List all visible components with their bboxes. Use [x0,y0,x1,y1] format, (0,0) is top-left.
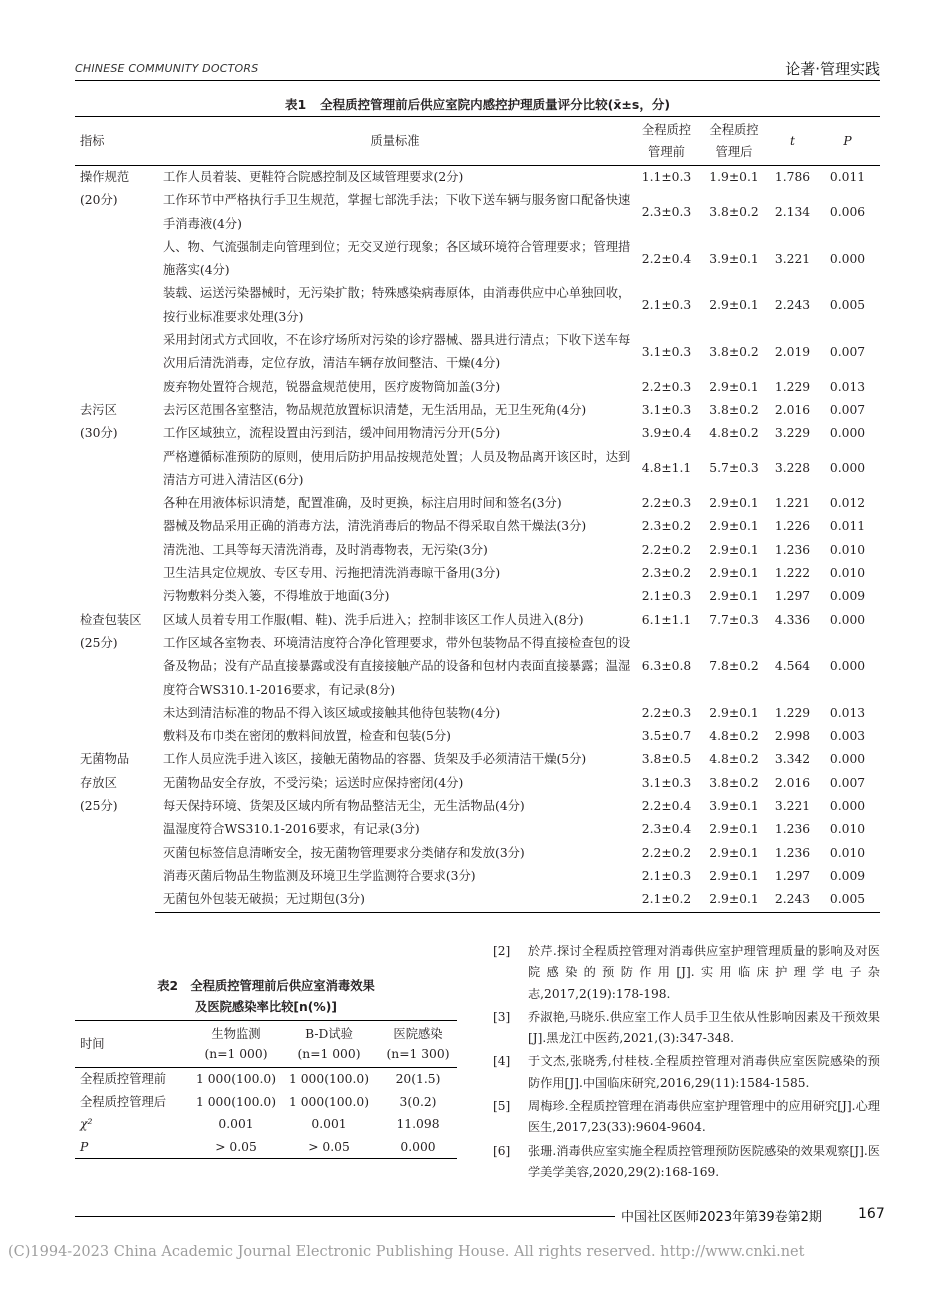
after-cell: 2.9±0.1 [709,519,759,534]
after-cell: 3.9±0.1 [709,799,759,814]
bd-cell: 1 000(100.0) [288,1094,369,1109]
standard-cell: 每天保持环境、货架及区域内所有物品整洁无尘，无生活物品(4分) [163,799,525,814]
infection-cell: 0.000 [379,1136,457,1159]
reference-text: 周梅珍.全程质控管理在消毒供应室护理管理中的应用研究[J].心理医生,2017,23(33):9604-9604. [528,1099,880,1135]
standard-cell: 无菌包外包装无破损；无过期包(3分) [155,888,635,912]
t-cell: 2.243 [770,888,815,912]
section-label: 论著·管理实践 [785,60,880,78]
before-cell: 6.3±0.8 [641,659,692,674]
p-cell: 0.009 [829,589,866,604]
t-cell: 2.016 [774,402,811,417]
col-time: 时间 [75,1021,193,1068]
t-cell: 1.786 [774,170,811,184]
reference-text: 乔淑艳,马晓乐.供应室工作人员手卫生依从性影响因素及干预效果[J].黑龙江中医药,2021,(3):347-348. [528,1009,880,1046]
p-cell: 0.000 [829,799,866,814]
t-cell: 2.243 [774,298,811,313]
t-cell: 1.221 [774,496,811,511]
after-cell: 2.9±0.1 [709,542,759,557]
indicator-cell [75,399,155,609]
standard-cell: 装载、运送污染器械时，无污染扩散；特殊感染病毒原体，由消毒供应中心单独回收，按行业标准要求处理(3分) [163,286,631,324]
after-cell: 2.9±0.1 [698,888,770,912]
row-label: χ² [80,1117,93,1131]
standard-cell: 废弃物处置符合规范，锐器盒规范使用，医疗废物筒加盖(3分) [163,379,501,394]
reference-item [493,1051,880,1094]
standard-cell: 工作人员应洗手进入该区，接触无菌物品的容器、货架及手必须清洁干燥(5分) [163,752,587,767]
t-cell: 1.226 [774,519,811,534]
col-indicator: 指标 [75,117,155,166]
col-bio: 生物监测 (n=1 000) [193,1021,279,1068]
table1 [75,116,880,913]
before-cell: 2.2±0.4 [641,799,692,814]
header-rule [75,80,880,81]
before-cell: 2.3±0.4 [641,822,692,837]
reference-number: [6] [493,1143,511,1158]
t-cell: 3.221 [774,251,811,266]
before-cell: 2.2±0.3 [641,705,692,720]
p-cell: 0.007 [829,775,866,790]
table-row [75,1068,457,1091]
indicator-cell [75,748,155,912]
after-cell: 2.9±0.1 [709,379,759,394]
table1-header-row [75,117,880,166]
reference-text: 於芹.探讨全程质控管理对消毒供应室护理管理质量的影响及对医院感染的预防作用[J].实用临床护理学电子杂志,2017,2(19):178-198. [528,944,880,1001]
after-cell: 2.9±0.1 [709,705,759,720]
standard-cell: 污物敷料分类入篓，不得堆放于地面(3分) [163,589,390,604]
bio-cell: > 0.05 [193,1136,279,1159]
before-cell: 2.2±0.3 [641,379,692,394]
p-cell: 0.011 [829,170,866,184]
standard-cell: 工作环节中严格执行手卫生规范，掌握七部洗手法；下收下送车辆与服务窗口配备快速手消毒液(4分) [163,193,631,231]
table-row [75,818,880,841]
infection-cell: 3(0.2) [399,1094,437,1109]
p-cell: 0.013 [829,379,866,394]
table-row [75,1113,457,1136]
reference-number: [5] [493,1099,511,1114]
indicator-label: 操作规范 [80,170,130,184]
indicator-cell [75,166,155,399]
col-bd: B-D试验 (n=1 000) [279,1021,379,1068]
standard-cell: 工作区域各室物表、环境清洁度符合净化管理要求，带外包装物品不得直接检查包的设备及物品；没有产品直接暴露或没有直接接触产品的设备和包材内表面直接暴露；温湿度符合WS310.1-2016要求，有记录(8分) [163,635,631,697]
indicator-label: (25分) [80,635,118,650]
p-cell: 0.000 [829,426,866,441]
after-cell: 4.8±0.2 [709,426,759,441]
indicator-cell [75,609,155,749]
bd-cell: 1 000(100.0) [288,1072,369,1086]
before-cell: 3.5±0.7 [641,729,692,744]
bio-cell: 0.001 [218,1117,254,1131]
t-cell: 2.016 [774,775,811,790]
after-cell: 2.9±0.1 [709,298,759,313]
indicator-label: (30分) [80,426,118,441]
row-label: 全程质控管理后 [80,1094,167,1109]
p-cell: 0.000 [829,752,866,767]
indicator-label: 检查包装区 [80,612,142,627]
before-cell: 2.2±0.2 [641,542,692,557]
reference-text: 于文杰,张晓秀,付桂枝.全程质控管理对消毒供应室医院感染的预防作用[J].中国临床研究,2016,29(11):1584-1585. [528,1054,880,1090]
table-row [75,282,880,329]
reference-number: [3] [493,1009,511,1024]
indicator-label: 去污区 [80,402,117,417]
standard-cell: 人、物、气流强制走向管理到位；无交叉逆行现象；各区域环境符合管理要求；管理措施落实(4分) [163,239,631,278]
reference-item [493,941,880,1005]
reference-item [493,1007,880,1050]
t-cell: 2.134 [774,204,811,219]
bio-cell: 1 000(100.0) [195,1072,276,1086]
after-cell: 3.8±0.2 [709,402,759,417]
indicator-label: 存放区 [80,775,117,790]
table-row [75,585,880,608]
before-cell: 2.1±0.2 [635,888,698,912]
p-cell: 0.000 [829,461,866,476]
standard-cell: 消毒灭菌后物品生物监测及环境卫生学监测符合要求(3分) [163,868,476,883]
table-row [75,632,880,702]
table-row [75,189,880,236]
footer-journal: 中国社区医师2023年第39卷第2期 [621,1210,822,1225]
standard-cell: 器械及物品采用正确的消毒方法，清洗消毒后的物品不得采取自然干燥法(3分) [163,519,587,534]
after-cell: 3.8±0.2 [709,775,759,790]
table-row [75,329,880,376]
after-cell: 1.9±0.1 [709,170,759,184]
before-cell: 2.1±0.3 [641,868,692,883]
t-cell: 1.236 [774,845,811,860]
bd-cell: > 0.05 [279,1136,379,1159]
t-cell: 1.229 [774,379,811,394]
before-cell: 2.2±0.3 [641,496,692,511]
after-cell: 3.8±0.2 [709,204,759,219]
before-cell: 2.1±0.3 [641,298,692,313]
after-cell: 4.8±0.2 [709,752,759,767]
table1-number: 表1 [284,97,307,112]
after-cell: 7.7±0.3 [709,612,759,627]
t-cell: 2.019 [774,344,811,359]
table-row [75,1136,457,1159]
p-cell: 0.005 [829,298,866,313]
table2 [75,1020,457,1159]
standard-cell: 工作区域独立，流程设置由污到洁，缓冲间用物清污分开(5分) [163,426,501,441]
t-cell: 1.222 [774,566,811,581]
before-cell: 2.3±0.3 [641,204,692,219]
col-p: P [815,117,880,166]
table-row [75,539,880,562]
standard-cell: 工作人员着装、更鞋符合院感控制及区域管理要求(2分) [163,170,464,184]
p-cell: 0.013 [829,705,866,720]
table-row [75,166,880,190]
after-cell: 2.9±0.1 [709,496,759,511]
p-cell: 0.010 [829,845,866,860]
table-row [75,376,880,399]
table-row [75,609,880,632]
before-cell: 3.1±0.3 [641,344,692,359]
before-cell: 6.1±1.1 [641,612,692,627]
after-cell: 2.9±0.1 [709,822,759,837]
p-cell: 0.012 [829,496,866,511]
col-after: 全程质控 管理后 [698,117,770,166]
col-before: 全程质控 管理前 [635,117,698,166]
table-row [75,748,880,771]
indicator-label: (25分) [80,799,118,814]
after-cell: 2.9±0.1 [709,868,759,883]
table-row [75,865,880,888]
infection-cell: 11.098 [396,1117,440,1131]
t-cell: 1.297 [774,868,811,883]
after-cell: 2.9±0.1 [709,566,759,581]
footer-rule [75,1216,615,1217]
before-cell: 2.2±0.4 [641,251,692,266]
standard-cell: 采用封闭式方式回收，不在诊疗场所对污染的诊疗器械、器具进行清点；下收下送车每次用后清洗消毒，定位存放，清洁车辆存放间整洁、干燥(4分) [163,333,631,371]
standard-cell: 各种在用液体标识清楚，配置准确，及时更换，标注启用时间和签名(3分) [163,496,562,511]
reference-text: 张珊.消毒供应室实施全程质控管理预防医院感染的效果观察[J].医学美学美容,2020,29(2):168-169. [528,1143,880,1179]
table-row [75,1091,457,1114]
before-cell: 3.8±0.5 [641,752,692,767]
col-t: t [770,117,815,166]
before-cell: 2.3±0.2 [641,566,692,581]
after-cell: 7.8±0.2 [709,659,759,674]
p-cell: 0.007 [829,344,866,359]
t-cell: 4.564 [774,659,811,674]
after-cell: 3.9±0.1 [709,251,759,266]
standard-cell: 区域人员着专用工作服(帽、鞋)、洗手后进入；控制非该区工作人员进入(8分) [163,612,584,627]
before-cell: 2.1±0.3 [641,589,692,604]
t-cell: 1.236 [774,542,811,557]
page-number: 167 [858,1206,885,1222]
reference-list [493,941,880,1185]
before-cell: 2.2±0.2 [641,845,692,860]
p-cell: 0.000 [829,659,866,674]
before-cell: 1.1±0.3 [641,170,692,184]
standard-cell: 去污区范围各室整洁，物品规范放置标识清楚，无生活用品，无卫生死角(4分) [163,402,587,417]
after-cell: 2.9±0.1 [709,845,759,860]
p-cell: 0.010 [829,822,866,837]
p-cell: 0.007 [829,402,866,417]
after-cell: 2.9±0.1 [709,589,759,604]
table2-title-line2: 及医院感染率比较[n(%)] [195,1000,337,1014]
after-cell: 4.8±0.2 [709,729,759,744]
standard-cell: 严格遵循标准预防的原则，使用后防护用品按规范处置；人员及物品离开该区时，达到清洁方可进入清洁区(6分) [163,449,631,487]
t-cell: 2.998 [774,729,811,744]
table1-caption [75,95,880,113]
before-cell: 3.1±0.3 [641,775,692,790]
t-cell: 1.297 [774,589,811,604]
table-row [75,446,880,493]
p-cell: 0.005 [815,888,880,912]
t-cell: 3.228 [774,461,811,476]
t-cell: 4.336 [774,612,811,627]
before-cell: 4.8±1.1 [641,461,692,476]
table-row [75,772,880,795]
table-row [75,492,880,515]
before-cell: 2.3±0.2 [641,519,692,534]
table-row [75,842,880,865]
table1-title: 全程质控管理前后供应室院内感控护理质量评分比较(x̄±s，分) [320,97,671,112]
t-cell: 3.221 [774,799,811,814]
t-cell: 3.229 [774,426,811,441]
table-row [75,515,880,538]
p-cell: 0.000 [829,612,866,627]
before-cell: 3.1±0.3 [641,402,692,417]
table-row [75,725,880,748]
bio-cell: 1 000(100.0) [195,1094,276,1109]
table-row [75,888,880,912]
table-row [75,236,880,283]
p-cell: 0.010 [829,566,866,581]
standard-cell: 温湿度符合WS310.1-2016要求，有记录(3分) [163,822,420,837]
p-cell: 0.000 [829,251,866,266]
standard-cell: 清洗池、工具等每天清洗消毒，及时消毒物表，无污染(3分) [163,542,488,557]
before-cell: 3.9±0.4 [641,426,692,441]
standard-cell: 无菌物品安全存放，不受污染；运送时应保持密闭(4分) [163,775,464,790]
after-cell: 5.7±0.3 [709,461,759,476]
table2-header-row [75,1021,457,1068]
table-row [75,795,880,818]
table-row [75,562,880,585]
reference-number: [4] [493,1054,511,1069]
t-cell: 1.229 [774,705,811,720]
standard-cell: 未达到清洁标准的物品不得入该区域或接触其他待包装物(4分) [163,705,501,720]
infection-cell: 20(1.5) [395,1072,441,1086]
after-cell: 3.8±0.2 [709,344,759,359]
copyright-watermark: (C)1994-2023 China Academic Journal Electronic Publishing House. All rights reserved. http://www.cnki.net [8,1244,805,1260]
standard-cell: 灭菌包标签信息清晰安全，按无菌物管理要求分类储存和发放(3分) [163,845,525,860]
col-infection: 医院感染 (n=1 300) [379,1021,457,1068]
standard-cell: 卫生洁具定位规放、专区专用、污拖把清洗消毒晾干备用(3分) [163,566,501,581]
p-cell: 0.011 [829,519,866,534]
table-row [75,702,880,725]
row-label: P [75,1136,193,1159]
p-cell: 0.003 [829,729,866,744]
p-cell: 0.009 [829,868,866,883]
indicator-label: 无菌物品 [80,752,130,767]
standard-cell: 敷料及布巾类在密闭的敷料间放置，检查和包装(5分) [163,729,451,744]
reference-item [493,1096,880,1139]
t-cell: 3.342 [774,752,811,767]
row-label: 全程质控管理前 [80,1072,167,1086]
reference-item [493,1141,880,1184]
p-cell: 0.006 [829,204,866,219]
p-cell: 0.010 [829,542,866,557]
indicator-label: (20分) [80,193,118,208]
col-standard: 质量标准 [155,117,635,166]
table2-title-line1: 表2 全程质控管理前后供应室消毒效果 [157,979,375,993]
t-cell: 1.236 [774,822,811,837]
table-row [75,422,880,445]
table-row [75,399,880,422]
journal-running-title: CHINESE COMMUNITY DOCTORS [75,62,259,75]
reference-number: [2] [493,944,511,958]
bd-cell: 0.001 [311,1117,347,1131]
